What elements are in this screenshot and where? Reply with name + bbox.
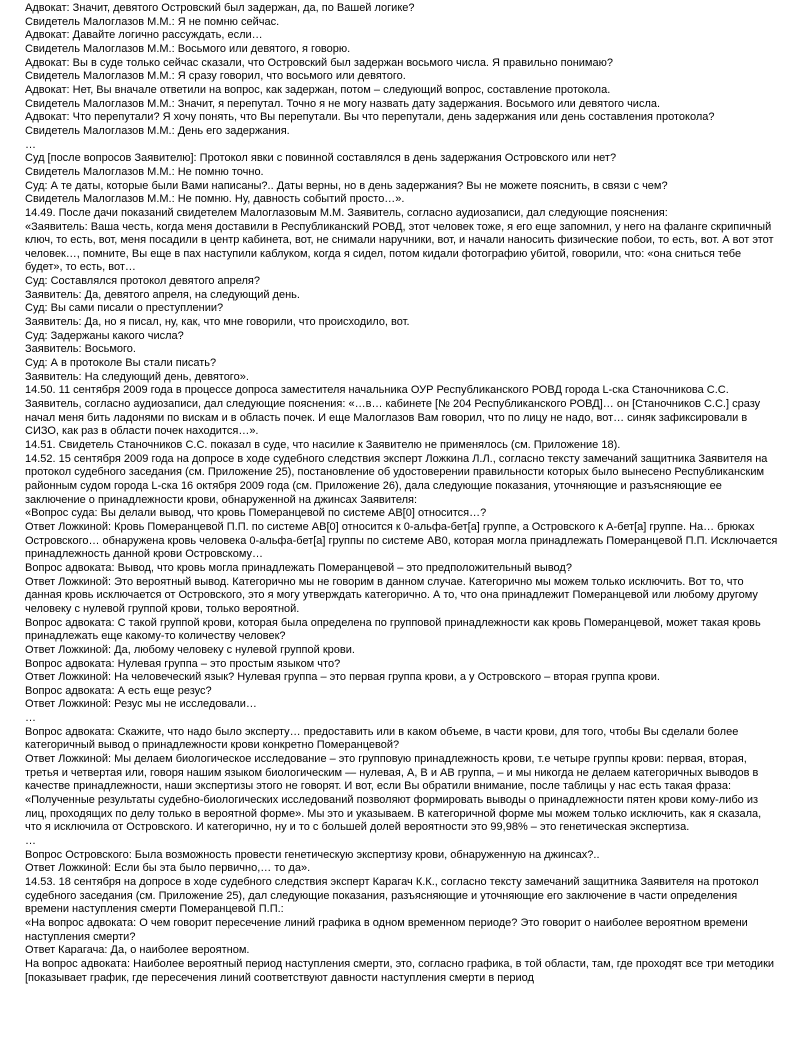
transcript-paragraph: Заявитель: Да, девятого апреля, на следующий день. [25, 288, 300, 301]
transcript-paragraph: На вопрос адвоката: Наиболее вероятный период наступления смерти, это, согласно графика, в той области, там, где проходят все три методики [показывает график, где пересечения линий соответствуют давности наступления смерти в период [25, 957, 775, 984]
transcript-paragraph: Ответ Ложкиной: Резус мы не исследовали… [25, 698, 257, 711]
transcript-paragraph: Ответ Ложкиной: Да, любому человеку с нулевой группой крови. [25, 643, 355, 656]
transcript-paragraph: Адвокат: Что перепутали? Я хочу понять, что Вы перепутали. Вы что перепутали, день задержания или день составления протокола? [25, 111, 715, 124]
transcript-paragraph: Свидетель Малоглазов М.М.: Я сразу говорил, что восьмого или девятого. [25, 70, 406, 83]
transcript-paragraph: 14.49. После дачи показаний свидетелем Малоглазовым М.М. Заявитель, согласно аудиозаписи, дал следующие пояснения: [25, 206, 668, 219]
transcript-paragraph: 14.50. 11 сентября 2009 года в процессе допроса заместителя начальника ОУР Республиканского РОВД города L-ска Станочникова С.С. Заявитель, согласно аудиозаписи, дал следующие пояснения: «…в… кабинете [№ 204 Республиканского РОВД]… он [Станочников С.С.] сразу начал меня бить ладонями по вискам и в область почек. И еще Малоглазов Вам говорил, что по лицу не надо, вот… синяк зафиксировали в СИЗО, как раз в области почек находится…». [25, 384, 761, 438]
transcript-paragraph: Адвокат: Вы в суде только сейчас сказали, что Островский был задержан восьмого числа. Я правильно понимаю? [25, 56, 613, 69]
transcript-paragraph: 14.53. 18 сентября на допросе в ходе судебного следствия эксперт Карагач К.К., согласно тексту замечаний защитника Заявителя на протокол судебного заседания (см. Приложение 25), дал следующие показания, разъясняющие и уточняющие его заключение в части определения времени наступления смерти Померанцевой П.П.: [25, 876, 759, 916]
transcript-paragraph: Адвокат: Значит, девятого Островский был задержан, да, по Вашей логике? [25, 2, 415, 14]
transcript-paragraph: Ответ Карагача: Да, о наиболее вероятном. [25, 944, 250, 957]
transcript-paragraph: Свидетель Малоглазов М.М.: Восьмого или девятого, я говорю. [25, 42, 351, 55]
transcript-paragraph: Суд: А в протоколе Вы стали писать? [25, 357, 217, 370]
transcript-paragraph: Свидетель Малоглазов М.М.: День его задержания. [25, 124, 290, 137]
transcript-paragraph: «На вопрос адвоката: О чем говорит пересечение линий графика в одном временном периоде? Это говорит о наиболее вероятном времени наступления смерти? [25, 916, 748, 943]
transcript-paragraph: Вопрос адвоката: Вывод, что кровь могла принадлежать Померанцевой – это предположительный вывод? [25, 561, 572, 574]
transcript-paragraph: Вопрос Островского: Была возможность провести генетическую экспертизу крови, обнаруженную на джинсах?.. [25, 848, 600, 861]
transcript-paragraph: Свидетель Малоглазов М.М.: Не помню точно. [25, 165, 264, 178]
transcript-paragraph: Ответ Ложкиной: На человеческий язык? Нулевая группа – это первая группа крови, а у Островского – вторая группа крови. [25, 671, 660, 684]
transcript-paragraph: … [25, 138, 36, 151]
transcript-paragraph: Заявитель: Восьмого. [25, 343, 136, 356]
transcript-paragraph: Суд: Задержаны какого числа? [25, 329, 184, 342]
transcript-paragraph: Ответ Ложкиной: Кровь Померанцевой П.П. по системе АВ[0] относится к 0-альфа-бет[а] группе, а Островского к А-бет[а] группе. На… брюках Островского… обнаружена кровь человека 0-альфа-бет[а] группы по системе АВ0, которая могла принадлежать Померанцевой П.П. Исключается принадлежность данной крови Островскому… [25, 520, 778, 561]
transcript-paragraph: Ответ Ложкиной: Это вероятный вывод. Категорично мы не говорим в данном случае. Категорично мы можем только исключить. Вот то, что данная кровь исключается от Островского, это я могу утверждать категорично. А то, что она принадлежит Померанцевой или любому другому человеку с нулевой группой крови, только вероятной. [25, 575, 758, 615]
transcript-paragraph: «Заявитель: Ваша честь, когда меня доставили в Республиканский РОВД, этот человек тоже, я его еще запомнил, у него на фаланге скрипичный ключ, то есть, вот, меня посадили в центр кабинета, вот, не снимали наручники, вот, и начали наносить физические побои, то есть, вот. А вот этот человек…, помните, Вы еще в пах наступили каблуком, когда я сидел, потом кидали фотографию убитой, говорили, что: «она сниться тебе будет», то есть, вот… [25, 220, 774, 274]
transcript-paragraph: Суд [после вопросов Заявителю]: Протокол явки с повинной составлялся в день задержания Островского или нет? [25, 152, 617, 165]
transcript-paragraph: Свидетель Малоглазов М.М.: Значит, я перепутал. Точно я не могу назвать дату задержания. Восьмого или девятого числа. [25, 97, 661, 110]
transcript-paragraph: Заявитель: На следующий день, девятого». [25, 370, 249, 383]
transcript-paragraph: 14.51. Свидетель Станочников С.С. показал в суде, что насилие к Заявителю не применялось (см. Приложение 18). [25, 439, 621, 451]
transcript-paragraph: … [25, 835, 36, 848]
transcript-paragraph: Адвокат: Нет, Вы вначале ответили на вопрос, как задержан, потом – следующий вопрос, составление протокола. [25, 83, 611, 96]
transcript-paragraph: Заявитель: Да, но я писал, ну, как, что мне говорили, что происходило, вот. [25, 316, 410, 329]
transcript-paragraph: Суд: А те даты, которые были Вами написаны?.. Даты верны, но в день задержания? Вы не можете пояснить, в связи с чем? [25, 179, 668, 192]
transcript-paragraph: Ответ Ложкиной: Если бы эта было первично,… то да». [25, 862, 311, 875]
transcript-paragraph: Суд: Вы сами писали о преступлении? [25, 302, 224, 315]
transcript-paragraph: Вопрос адвоката: А есть еще резус? [25, 684, 212, 697]
transcript-paragraph: Вопрос адвоката: Скажите, что надо было эксперту… предоставить или в каком объеме, в части крови, для того, чтобы Вы сделали более категоричный вывод о принадлежности крови конкретно Померанцевой? [25, 725, 739, 752]
transcript-paragraph: Суд: Составлялся протокол девятого апреля? [25, 275, 260, 288]
transcript-paragraph: Ответ Ложкиной: Мы делаем биологическое исследование – это групповую принадлежность крови, т.е четыре группы крови: первая, вторая, третья и четвертая или, говоря нашим языком биологическим — нулевая, А, В и АВ группа, – и мы никогда не делаем категоричных выводов в качестве принадлежности, наши экспертизы этого не говорят. И вот, если Вы обратили внимание, после таблицы у нас есть такая фраза: «Полученные результаты судебно-биологических исследований позволяют формировать выводы о принадлежности пятен крови кому-либо из лиц, проходящих по делу только в вероятной форме». Мы это и указываем. В категоричной форме мы можем только исключить, как я сказала, что я исключила от Островского. И категорично, ну и то с большей долей вероятности это 99,98% – это генетическая экспертиза. [25, 753, 762, 834]
transcript-paragraph: Свидетель Малоглазов М.М.: Я не помню сейчас. [25, 15, 280, 28]
transcript-paragraph: «Вопрос суда: Вы делали вывод, что кровь Померанцевой по системе АВ[0] относится…? [25, 507, 487, 520]
transcript-paragraph: 14.52. 15 сентября 2009 года на допросе в ходе судебного следствия эксперт Ложкина Л.Л., согласно тексту замечаний защитника Заявителя на протокол судебного заседания (см. Приложение 25), постановление об удостоверении правильности которых было вынесено Республиканским районным судом города L-ска 16 октября 2009 года (см. Приложение 26), дала следующие показания, уточняющие и разъясняющие ее заключение о принадлежности крови, обнаруженной на джинсах Заявителя: [25, 452, 768, 506]
transcript-paragraph: Вопрос адвоката: Нулевая группа – это простым языком что? [25, 657, 341, 670]
transcript-paragraph: Адвокат: Давайте логично рассуждать, если… [25, 29, 263, 42]
transcript-paragraph: Вопрос адвоката: С такой группой крови, которая была определена по групповой принадлежности как кровь Померанцевой, может такая кровь принадлежать еще какому-то количеству человек? [25, 616, 761, 643]
transcript-text-body [25, 2, 781, 985]
transcript-paragraph: Свидетель Малоглазов М.М.: Не помню. Ну, давность событий просто…». [25, 193, 405, 206]
transcript-paragraph: … [25, 712, 36, 725]
